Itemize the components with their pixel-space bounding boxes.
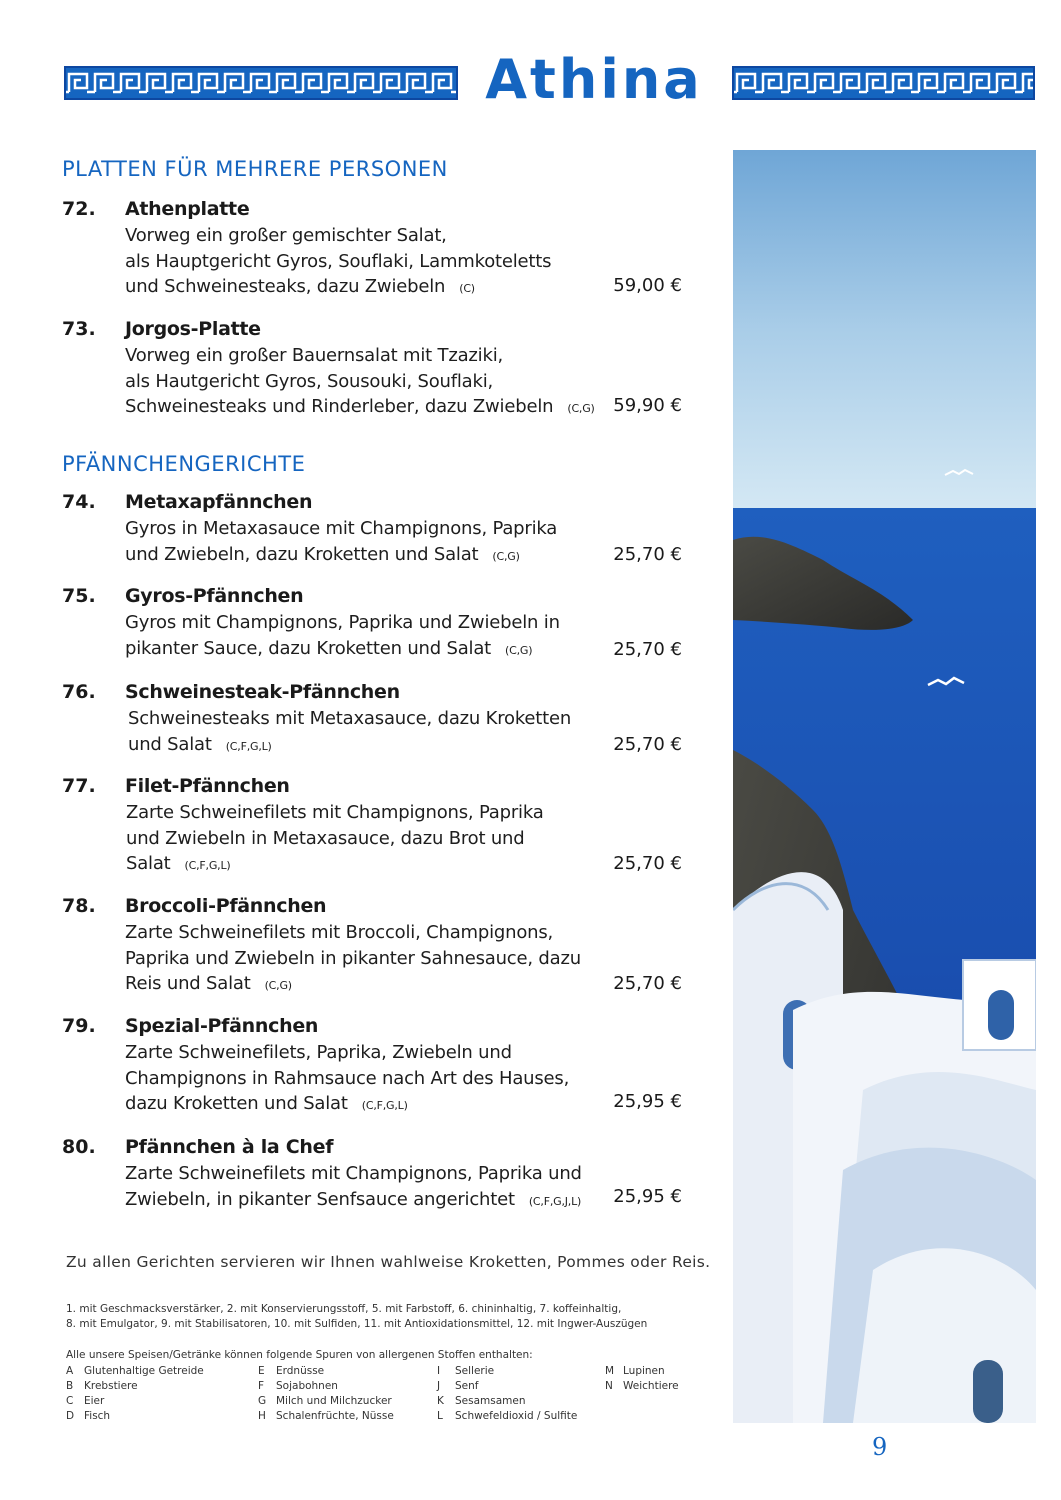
item-number: 75.	[62, 585, 96, 607]
section-title-platters: PLATTEN FÜR MEHRERE PERSONEN	[62, 157, 448, 181]
allergen-codes: (C,G)	[505, 643, 533, 657]
item-name: Filet-Pfännchen	[125, 775, 290, 797]
item-name: Gyros-Pfännchen	[125, 585, 304, 607]
item-number: 72.	[62, 198, 96, 220]
item-description: Schweinesteaks mit Metaxasauce, dazu Kroketten und Salat (C,F,G,L)	[128, 708, 572, 755]
item-description: Zarte Schweinefilets mit Champignons, Paprika und Zwiebeln in Metaxasauce, dazu Brot und Salat (C,F,G,L)	[126, 802, 544, 874]
item-name: Schweinesteak-Pfännchen	[125, 681, 400, 703]
allergen-column-1: A Glutenhaltige Getreide B Krebstiere C Eier D Fisch	[66, 1365, 204, 1422]
allergen-column-2: E Erdnüsse F Sojabohnen G Milch und Milchzucker H Schalenfrüchte, Nüsse	[258, 1365, 394, 1422]
item-name: Broccoli-Pfännchen	[125, 895, 327, 917]
allergen-codes: (C,F,G,J,L)	[528, 1194, 582, 1208]
item-number: 78.	[62, 895, 96, 917]
item-price: 59,90 €	[613, 395, 682, 416]
allergen-codes: (C)	[459, 282, 475, 295]
item-number: 79.	[62, 1015, 96, 1037]
allergen-codes: (C,G)	[567, 402, 595, 415]
menu-item-77	[62, 775, 682, 880]
item-number: 80.	[62, 1136, 96, 1158]
allergen-codes: (C,F,G,L)	[184, 859, 231, 872]
item-price: 59,00 €	[613, 275, 682, 296]
menu-item-74	[62, 491, 682, 571]
menu-item-76	[62, 681, 682, 761]
item-number: 73.	[62, 318, 96, 340]
item-price: 25,70 €	[613, 639, 682, 660]
item-description: Zarte Schweinefilets, Paprika, Zwiebeln und Champignons in Rahmsauce nach Art des Hauses, dazu Kroketten und Salat (C,F,G,L)	[125, 1042, 570, 1114]
side-dish-note: Zu allen Gerichten servieren wir Ihnen wahlweise Kroketten, Pommes oder Reis.	[66, 1253, 711, 1271]
menu-item-79	[62, 1015, 682, 1120]
allergen-column-4: M Lupinen N Weichtiere	[605, 1365, 679, 1392]
additives-legend: 1. mit Geschmacksverstärker, 2. mit Konservierungsstoff, 5. mit Farbstoff, 6. chininhaltig, 7. koffeinhaltig, 8. mit Emulgator, 9. mit Stabilisatoren, 10. mit Sulfiden, 11. mit Antioxidationsmittel, 12. mit Ingwer-Auszügen	[66, 1303, 648, 1330]
item-name: Pfännchen à la Chef	[125, 1136, 334, 1158]
menu-item-73	[62, 318, 682, 418]
section-title-pans: PFÄNNCHENGERICHTE	[62, 452, 306, 476]
allergen-codes: (C,F,G,L)	[225, 739, 272, 753]
item-description: Vorweg ein großer Bauernsalat mit Tzaziki, als Hautgericht Gyros, Sousouki, Souflaki, Schweinesteaks und Rinderleber, dazu Zwiebeln (C,G)	[125, 345, 595, 417]
item-price: 25,70 €	[613, 544, 682, 565]
item-name: Athenplatte	[125, 198, 250, 220]
item-price: 25,95 €	[613, 1186, 682, 1207]
allergen-codes: (C,F,G,L)	[361, 1099, 408, 1112]
restaurant-name: Athina	[485, 48, 703, 111]
menu-item-72	[62, 198, 682, 298]
item-price: 25,95 €	[613, 1091, 682, 1112]
item-description: Gyros in Metaxasauce mit Champignons, Paprika und Zwiebeln, dazu Kroketten und Salat (C,G)	[125, 518, 558, 565]
item-number: 77.	[62, 775, 96, 797]
greek-key-border-right	[732, 66, 1035, 100]
item-price: 25,70 €	[613, 734, 682, 755]
menu-item-80	[62, 1136, 682, 1216]
item-description: Vorweg ein großer gemischter Salat, als Hauptgericht Gyros, Souflaki, Lammkoteletts und Schweinesteaks, dazu Zwiebeln (C)	[125, 225, 552, 297]
allergen-traces-title: Alle unsere Speisen/Getränke können folgende Spuren von allergenen Stoffen enthalten:	[66, 1349, 533, 1361]
item-description: Zarte Schweinefilets mit Broccoli, Champignons, Paprika und Zwiebeln in pikanter Sahnesauce, dazu Reis und Salat (C,G)	[125, 922, 581, 994]
item-description: Gyros mit Champignons, Paprika und Zwiebeln in pikanter Sauce, dazu Kroketten und Salat (C,G)	[125, 612, 560, 659]
allergen-codes: (C,G)	[264, 979, 292, 992]
item-description: Zarte Schweinefilets mit Champignons, Paprika und Zwiebeln, in pikanter Senfsauce angerichtet (C,F,G,J,L)	[125, 1163, 582, 1210]
page-number: 9	[872, 1433, 888, 1461]
sky	[733, 150, 1036, 510]
menu-item-78	[62, 895, 682, 1000]
allergen-codes: (C,G)	[492, 549, 520, 563]
santorini-painting	[733, 150, 1036, 1423]
item-number: 76.	[62, 681, 96, 703]
allergen-column-3: I Sellerie J Senf K Sesamsamen L Schwefeldioxid / Sulfite	[437, 1365, 578, 1422]
item-name: Metaxapfännchen	[125, 491, 313, 513]
item-number: 74.	[62, 491, 96, 513]
menu-item-75	[62, 585, 682, 665]
item-price: 25,70 €	[613, 973, 682, 994]
greek-key-border-left	[64, 66, 458, 100]
item-price: 25,70 €	[613, 853, 682, 874]
item-name: Jorgos-Platte	[125, 318, 261, 340]
item-name: Spezial-Pfännchen	[125, 1015, 319, 1037]
